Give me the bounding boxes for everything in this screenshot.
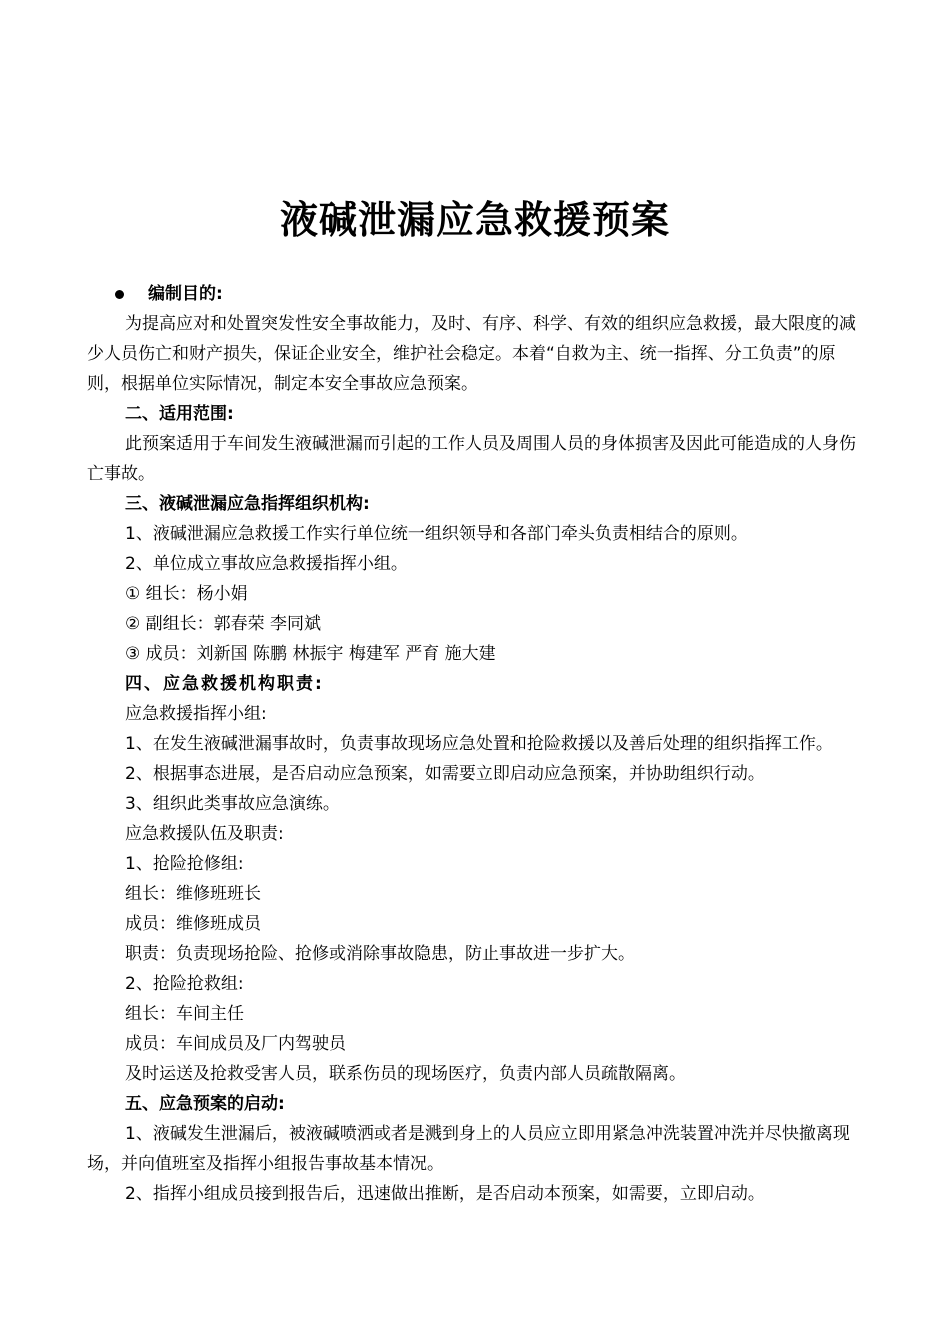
section-4-item-2: 2、根据事态进展，是否启动应急预案，如需要立即启动应急预案，并协助组织行动。	[125, 764, 765, 784]
section-4-item-1: 1、在发生液碱泄漏事故时，负责事故现场应急处置和抢险救援以及善后处理的组织指挥工作。	[125, 734, 833, 754]
section-3-item-2: 2、单位成立事故应急救援指挥小组。	[125, 554, 408, 574]
team-2-members: 成员：车间成员及厂内驾驶员	[125, 1034, 346, 1054]
section-3-leader: ① 组长：杨小娟	[125, 584, 248, 604]
team-1-members: 成员：维修班成员	[125, 914, 261, 934]
team-2-leader: 组长：车间主任	[125, 1004, 244, 1024]
section-5-item-1: 1、液碱发生泄漏后，被液碱喷洒或者是溅到身上的人员应立即用紧急冲洗装置冲洗并尽快撤离现场，并向值班室及指挥小组报告事故基本情况。	[87, 1124, 850, 1174]
section-1-heading: 编制目的:	[148, 284, 223, 304]
bullet-icon	[115, 290, 124, 299]
section-4-heading: 四、应急救援机构职责:	[125, 674, 324, 694]
section-5-heading: 五、应急预案的启动:	[125, 1094, 285, 1114]
document-body	[87, 279, 863, 1209]
team-2-name: 2、抢险抢救组:	[125, 974, 244, 994]
section-3-heading: 三、液碱泄漏应急指挥组织机构:	[125, 494, 370, 514]
team-2-duty: 及时运送及抢救受害人员，联系伤员的现场医疗，负责内部人员疏散隔离。	[125, 1064, 686, 1084]
section-3-item-1: 1、液碱泄漏应急救援工作实行单位统一组织领导和各部门牵头负责相结合的原则。	[125, 524, 748, 544]
section-1-paragraph: 为提高应对和处置突发性安全事故能力，及时、有序、科学、有效的组织应急救援，最大限度的减少人员伤亡和财产损失，保证企业安全，维护社会稳定。本着“自救为主、统一指挥、分工负责”的原则，根据单位实际情况，制定本安全事故应急预案。	[87, 314, 856, 394]
section-4-group-label: 应急救援指挥小组:	[125, 704, 267, 724]
team-1-leader: 组长：维修班班长	[125, 884, 261, 904]
section-2-paragraph: 此预案适用于车间发生液碱泄漏而引起的工作人员及周围人员的身体损害及因此可能造成的人身伤亡事故。	[87, 434, 856, 484]
section-5-item-2: 2、指挥小组成员接到报告后，迅速做出推断，是否启动本预案，如需要，立即启动。	[125, 1184, 765, 1204]
team-1-name: 1、抢险抢修组:	[125, 854, 244, 874]
section-2-heading: 二、适用范围:	[125, 404, 234, 424]
document-title: 液碱泄漏应急救援预案	[279, 197, 670, 242]
section-3-members: ③ 成员：刘新国 陈鹏 林振宇 梅建军 严育 施大建	[125, 644, 496, 664]
section-4-teams-label: 应急救援队伍及职责:	[125, 824, 284, 844]
section-4-item-3: 3、组织此类事故应急演练。	[125, 794, 340, 814]
section-3-deputy: ② 副组长：郭春荣 李同斌	[125, 614, 322, 634]
team-1-duty: 职责：负责现场抢险、抢修或消除事故隐患，防止事故进一步扩大。	[125, 944, 635, 964]
section-1-heading-row	[87, 279, 863, 309]
